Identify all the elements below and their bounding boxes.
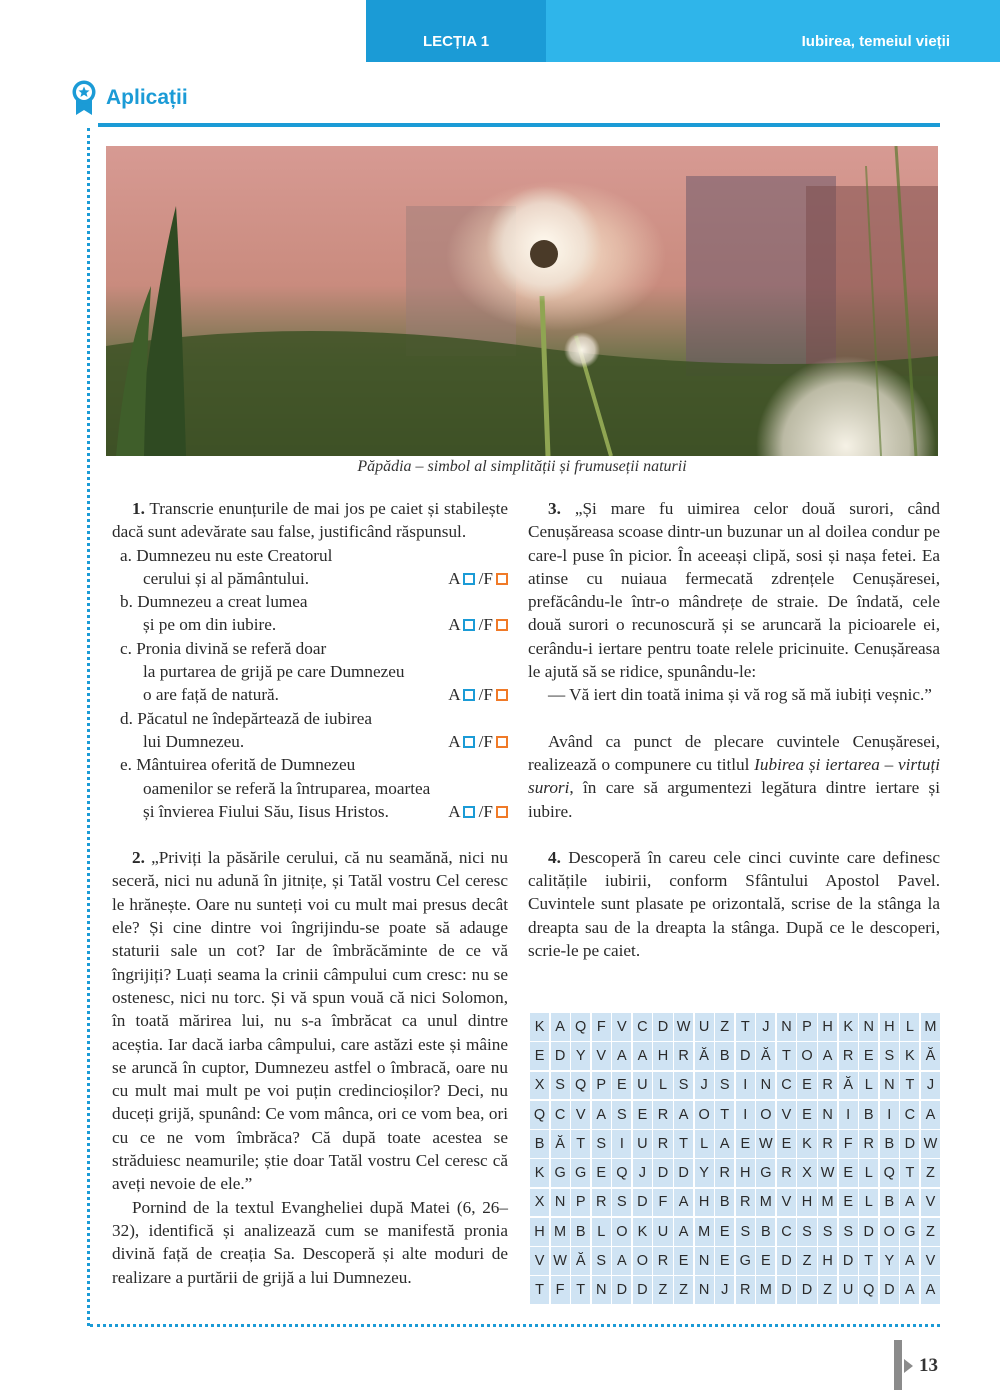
exercise-4-number: 4. [548, 847, 561, 867]
grid-cell[interactable]: W [818, 1159, 837, 1187]
section-heading [72, 80, 188, 116]
grid-cell[interactable]: P [571, 1189, 590, 1217]
grid-cell[interactable]: O [756, 1101, 775, 1129]
grid-cell[interactable]: R [777, 1159, 796, 1187]
grid-cell[interactable]: O [695, 1101, 714, 1129]
grid-cell[interactable]: D [653, 1013, 672, 1041]
grid-cell[interactable]: W [756, 1130, 775, 1158]
true-checkbox[interactable] [463, 736, 475, 748]
grid-cell[interactable]: X [530, 1072, 549, 1100]
grid-cell[interactable]: M [551, 1218, 570, 1246]
left-column [112, 497, 508, 1289]
grid-cell[interactable]: T [715, 1101, 734, 1129]
grid-cell[interactable]: Z [921, 1159, 940, 1187]
grid-cell[interactable]: W [921, 1130, 940, 1158]
grid-cell[interactable]: T [571, 1276, 590, 1304]
true-false-checkboxes[interactable]: A /F [448, 567, 508, 590]
grid-cell[interactable]: A [900, 1276, 919, 1304]
grid-cell[interactable]: T [571, 1130, 590, 1158]
grid-cell[interactable]: K [900, 1042, 919, 1070]
grid-cell[interactable]: Q [530, 1101, 549, 1129]
statement-c: c. Pronia divină se referă doar la purtarea de grijă pe care Dumnezeu o are față de natură. A /F [112, 637, 508, 707]
grid-cell[interactable]: T [859, 1247, 878, 1275]
grid-cell[interactable]: A [612, 1042, 631, 1070]
grid-cell[interactable]: H [653, 1042, 672, 1070]
grid-cell[interactable]: E [777, 1130, 796, 1158]
grid-cell[interactable]: T [777, 1042, 796, 1070]
grid-cell[interactable]: Z [674, 1276, 693, 1304]
dandelion-photo [106, 146, 938, 456]
grid-cell[interactable]: D [839, 1247, 858, 1275]
grid-cell[interactable]: V [592, 1042, 611, 1070]
grid-cell[interactable]: I [839, 1101, 858, 1129]
grid-cell[interactable]: B [571, 1218, 590, 1246]
grid-cell[interactable]: Ă [921, 1042, 940, 1070]
grid-cell[interactable]: D [633, 1276, 652, 1304]
grid-cell[interactable]: R [736, 1276, 755, 1304]
grid-cell[interactable]: Ă [695, 1042, 714, 1070]
grid-cell[interactable]: E [592, 1159, 611, 1187]
grid-cell[interactable]: I [880, 1101, 899, 1129]
grid-cell[interactable]: K [839, 1013, 858, 1041]
essay-title: Iubirea și iertarea – virtuți surori [528, 754, 940, 798]
grid-cell[interactable]: R [818, 1130, 837, 1158]
grid-cell[interactable]: M [756, 1276, 775, 1304]
grid-cell[interactable]: N [777, 1013, 796, 1041]
grid-cell[interactable]: E [736, 1130, 755, 1158]
true-false-checkboxes[interactable]: A /F [448, 800, 508, 823]
grid-cell[interactable]: C [900, 1101, 919, 1129]
grid-cell[interactable]: D [777, 1247, 796, 1275]
grid-cell[interactable]: G [571, 1159, 590, 1187]
true-checkbox[interactable] [463, 689, 475, 701]
exercise-3-dialogue: — Vă iert din toată inima și vă rog să mă iubiți veșnic.” [548, 685, 932, 705]
grid-cell[interactable]: D [612, 1276, 631, 1304]
grid-cell[interactable]: P [592, 1072, 611, 1100]
grid-cell[interactable]: Z [921, 1218, 940, 1246]
grid-cell[interactable]: D [736, 1042, 755, 1070]
grid-cell[interactable]: A [592, 1101, 611, 1129]
grid-cell[interactable]: W [551, 1247, 570, 1275]
grid-cell[interactable]: H [695, 1189, 714, 1217]
false-checkbox[interactable] [496, 619, 508, 631]
grid-cell[interactable]: B [715, 1189, 734, 1217]
grid-cell[interactable]: V [777, 1189, 796, 1217]
exercise-3-task: Având ca punct de plecare cuvintele Cenușăresei, realizează o compunere cu titlul Iubirea și iertarea – virtuți surori, în care să argumentezi legătura dintre iertare și iubire. [528, 731, 940, 821]
grid-cell[interactable]: R [859, 1130, 878, 1158]
statement-e: e. Mântuirea oferită de Dumnezeu oamenilor se referă la întruparea, moartea și învierea Fiului Său, Iisus Hristos. A /F [112, 753, 508, 823]
grid-cell[interactable]: R [674, 1042, 693, 1070]
grid-cell[interactable]: G [900, 1218, 919, 1246]
grid-cell[interactable]: N [880, 1072, 899, 1100]
grid-cell[interactable]: S [592, 1130, 611, 1158]
grid-cell[interactable]: K [530, 1159, 549, 1187]
exercise-2-number: 2. [132, 848, 145, 868]
false-checkbox[interactable] [496, 573, 508, 585]
grid-cell[interactable]: B [715, 1042, 734, 1070]
grid-cell[interactable]: Q [612, 1159, 631, 1187]
grid-cell[interactable]: S [736, 1218, 755, 1246]
grid-cell[interactable]: V [530, 1247, 549, 1275]
grid-cell[interactable]: A [900, 1247, 919, 1275]
grid-cell[interactable]: H [530, 1218, 549, 1246]
section-rule [98, 123, 940, 127]
grid-cell[interactable]: K [633, 1218, 652, 1246]
grid-cell[interactable]: R [653, 1130, 672, 1158]
grid-cell[interactable]: S [818, 1218, 837, 1246]
grid-cell[interactable]: X [530, 1189, 549, 1217]
true-false-checkboxes[interactable]: A /F [448, 613, 508, 636]
grid-cell[interactable]: S [880, 1042, 899, 1070]
grid-cell[interactable]: A [674, 1189, 693, 1217]
grid-cell[interactable]: T [900, 1159, 919, 1187]
exercise-3-quote: 3. „Și mare fu uimirea celor două surori, când Cenușăreasa scoase dintr-un buzunar un al doilea condur pe care-l puse în picior. În aceeași clipă, sosi și nașa fetei. Ea atinse cu nuiaua fermecată zdrențele Cenușăresei, prefăcându-le într-o mândrețe de straie. De îndată, cele două surori o recunoscură și se aruncară la picioarele ei, cerându-i iertare pentru toate relele pricinuite. Cenușăreasa le ajută să se ridice, spunându-le: [528, 499, 940, 682]
grid-cell[interactable]: E [633, 1101, 652, 1129]
grid-cell[interactable]: S [674, 1072, 693, 1100]
grid-cell[interactable]: J [921, 1072, 940, 1100]
grid-cell[interactable]: E [756, 1247, 775, 1275]
grid-cell[interactable]: H [880, 1013, 899, 1041]
exercise-2-task: Pornind de la textul Evangheliei după Matei (6, 26–32), identifică și analizează cum se manifestă pronia divină față de creația Sa. Descoperă și alte moduri de realizare a purtării de grijă a lui Dumnezeu. [112, 1197, 508, 1287]
grid-cell[interactable]: Ă [551, 1130, 570, 1158]
grid-cell[interactable]: S [839, 1218, 858, 1246]
grid-cell[interactable]: B [880, 1130, 899, 1158]
grid-cell[interactable]: B [880, 1189, 899, 1217]
grid-cell[interactable]: R [736, 1189, 755, 1217]
page-number: 13 [919, 1355, 938, 1376]
grid-cell[interactable]: L [592, 1218, 611, 1246]
word-search-grid[interactable] [530, 1013, 940, 1304]
grid-cell[interactable]: D [777, 1276, 796, 1304]
grid-cell[interactable]: U [633, 1130, 652, 1158]
grid-cell[interactable]: D [859, 1218, 878, 1246]
grid-cell[interactable]: S [612, 1101, 631, 1129]
true-false-checkboxes[interactable]: A /F [448, 730, 508, 753]
grid-cell[interactable]: F [653, 1189, 672, 1217]
grid-cell[interactable]: B [859, 1101, 878, 1129]
grid-cell[interactable]: S [612, 1189, 631, 1217]
statement-b: b. Dumnezeu a creat lumea și pe om din iubire. A /F [112, 590, 508, 637]
grid-cell[interactable]: H [797, 1189, 816, 1217]
grid-cell[interactable]: S [797, 1218, 816, 1246]
page-marker-bar [894, 1340, 902, 1390]
section-title: Aplicații [106, 86, 188, 109]
grid-cell[interactable]: Q [859, 1276, 878, 1304]
grid-cell[interactable]: R [653, 1101, 672, 1129]
grid-cell[interactable]: G [736, 1247, 755, 1275]
grid-cell[interactable]: S [551, 1072, 570, 1100]
grid-cell[interactable]: A [921, 1276, 940, 1304]
grid-cell[interactable]: B [756, 1218, 775, 1246]
grid-cell[interactable]: U [839, 1276, 858, 1304]
right-column [528, 497, 940, 962]
grid-cell[interactable]: A [921, 1101, 940, 1129]
grid-cell[interactable]: L [859, 1072, 878, 1100]
grid-cell[interactable]: E [715, 1247, 734, 1275]
grid-cell[interactable]: E [612, 1072, 631, 1100]
grid-cell[interactable]: N [818, 1101, 837, 1129]
grid-cell[interactable]: C [777, 1218, 796, 1246]
grid-cell[interactable]: C [551, 1101, 570, 1129]
grid-cell[interactable]: J [633, 1159, 652, 1187]
grid-cell[interactable]: F [592, 1013, 611, 1041]
grid-cell[interactable]: Y [880, 1247, 899, 1275]
grid-cell[interactable]: E [797, 1072, 816, 1100]
grid-cell[interactable]: A [900, 1189, 919, 1217]
grid-cell[interactable]: B [530, 1130, 549, 1158]
grid-cell[interactable]: D [880, 1276, 899, 1304]
false-checkbox[interactable] [496, 689, 508, 701]
grid-cell[interactable]: O [612, 1218, 631, 1246]
grid-cell[interactable]: X [797, 1159, 816, 1187]
grid-cell[interactable]: A [715, 1130, 734, 1158]
grid-cell[interactable]: I [736, 1101, 755, 1129]
grid-cell[interactable]: T [674, 1130, 693, 1158]
grid-cell[interactable]: I [612, 1130, 631, 1158]
grid-cell[interactable]: N [756, 1072, 775, 1100]
photo-caption: Păpădia – simbol al simplității și frumuseții naturii [357, 458, 687, 475]
grid-cell[interactable]: L [859, 1159, 878, 1187]
grid-cell[interactable]: F [551, 1276, 570, 1304]
grid-cell[interactable]: E [674, 1247, 693, 1275]
grid-cell[interactable]: A [551, 1013, 570, 1041]
grid-cell[interactable]: L [900, 1013, 919, 1041]
grid-cell[interactable]: O [880, 1218, 899, 1246]
grid-cell[interactable]: L [653, 1072, 672, 1100]
grid-cell[interactable]: I [736, 1072, 755, 1100]
grid-cell[interactable]: E [839, 1159, 858, 1187]
grid-cell[interactable]: D [900, 1130, 919, 1158]
grid-cell[interactable]: A [674, 1218, 693, 1246]
grid-cell[interactable]: A [674, 1101, 693, 1129]
lesson-label: LECȚIA 1 [366, 0, 546, 62]
grid-cell[interactable]: D [633, 1189, 652, 1217]
exercise-1-number: 1. [132, 499, 145, 518]
grid-cell[interactable]: O [797, 1042, 816, 1070]
grid-cell[interactable]: C [777, 1072, 796, 1100]
grid-cell[interactable]: J [695, 1072, 714, 1100]
grid-cell[interactable]: Q [571, 1072, 590, 1100]
grid-cell[interactable]: R [839, 1042, 858, 1070]
grid-cell[interactable]: N [695, 1276, 714, 1304]
grid-cell[interactable]: M [921, 1013, 940, 1041]
page-number-marker [894, 1340, 938, 1390]
grid-cell[interactable]: E [839, 1189, 858, 1217]
grid-cell[interactable]: V [571, 1101, 590, 1129]
grid-cell[interactable]: C [633, 1013, 652, 1041]
grid-cell[interactable]: P [797, 1013, 816, 1041]
grid-cell[interactable]: K [530, 1013, 549, 1041]
grid-cell[interactable]: H [818, 1247, 837, 1275]
grid-cell[interactable]: S [592, 1247, 611, 1275]
grid-cell[interactable]: W [674, 1013, 693, 1041]
grid-cell[interactable]: O [633, 1247, 652, 1275]
exercise-2-quote: 2. „Priviți la păsările cerului, că nu seamănă, nici nu seceră, nici nu adună în jitnițe, și Tatăl vostru Cel ceresc le hrănește. Oare nu sunteți voi cu mult mai presus decât ele? Și cine dintre voi îngrijindu-se poate să adauge staturii sale un cot? Iar de îmbrăcăminte de ce vă îngrijiți? Luați seama la crinii câmpului cum cresc: nu se ostenesc, nici nu torc. Și vă spun vouă că nici Solomon, în toată mărirea lui, nu s-a îmbrăcat ca unul dintre aceștia. Iar dacă iarba câmpului, care astăzi este și mâine se aruncă în cuptor, Dumnezeu astfel o îmbracă, oare nu cu mult mai mult pe voi puțin credincioșilor? Deci, nu duceți grijă, spunând: Ce vom mânca, ori ce vom bea, ori cu ce ne vom îmbrăca? Că după toate acestea se străduiesc neamurile; știe doar Tatăl vostru Cel ceresc că aveți nevoie de ele.” [112, 848, 508, 1194]
grid-cell[interactable]: U [633, 1072, 652, 1100]
grid-cell[interactable]: U [653, 1218, 672, 1246]
exercise-3-number: 3. [548, 499, 561, 518]
grid-cell[interactable]: G [551, 1159, 570, 1187]
grid-cell[interactable]: D [674, 1159, 693, 1187]
grid-cell[interactable]: Ă [571, 1247, 590, 1275]
grid-cell[interactable]: T [736, 1013, 755, 1041]
grid-cell[interactable]: R [715, 1159, 734, 1187]
grid-cell[interactable]: L [695, 1130, 714, 1158]
grid-cell[interactable]: D [653, 1159, 672, 1187]
statement-d: d. Păcatul ne îndepărtează de iubirea lui Dumnezeu. A /F [112, 707, 508, 754]
grid-cell[interactable]: Ă [839, 1072, 858, 1100]
grid-cell[interactable]: V [612, 1013, 631, 1041]
grid-cell[interactable]: M [756, 1189, 775, 1217]
grid-cell[interactable]: N [551, 1189, 570, 1217]
statement-a: a. Dumnezeu nu este Creatorul cerului și al pământului. A /F [112, 544, 508, 591]
grid-cell[interactable]: M [695, 1218, 714, 1246]
false-checkbox[interactable] [496, 736, 508, 748]
grid-cell[interactable]: F [839, 1130, 858, 1158]
badge-star-icon [72, 80, 96, 116]
dotted-border-bottom [90, 1324, 940, 1327]
grid-cell[interactable]: J [756, 1013, 775, 1041]
grid-cell[interactable]: T [530, 1276, 549, 1304]
lesson-title: Iubirea, temeiul vieții [546, 0, 1000, 62]
grid-cell[interactable]: N [859, 1013, 878, 1041]
grid-cell[interactable]: S [715, 1072, 734, 1100]
grid-cell[interactable]: K [797, 1130, 816, 1158]
grid-cell[interactable]: Z [715, 1013, 734, 1041]
grid-cell[interactable]: Q [571, 1013, 590, 1041]
grid-cell[interactable]: V [777, 1101, 796, 1129]
grid-cell[interactable]: E [715, 1218, 734, 1246]
grid-cell[interactable]: R [818, 1072, 837, 1100]
true-checkbox[interactable] [463, 806, 475, 818]
grid-cell[interactable]: N [695, 1247, 714, 1275]
grid-cell[interactable]: D [551, 1042, 570, 1070]
grid-cell[interactable]: E [530, 1042, 549, 1070]
grid-cell[interactable]: U [695, 1013, 714, 1041]
grid-cell[interactable]: G [756, 1159, 775, 1187]
grid-cell[interactable]: H [736, 1159, 755, 1187]
exercise-4-intro: 4. Descoperă în careu cele cinci cuvinte care definesc calitățile iubirii, conform Sfântului Apostol Pavel. Cuvintele sunt plasate pe orizontală, scrise de la stânga la dreapta sau de la dreapta la stânga. După ce le descoperi, scrie-le pe caiet. [528, 847, 940, 961]
grid-cell[interactable]: N [592, 1276, 611, 1304]
grid-cell[interactable]: A [612, 1247, 631, 1275]
grid-cell[interactable]: Y [571, 1042, 590, 1070]
grid-cell[interactable]: Z [797, 1247, 816, 1275]
false-checkbox[interactable] [496, 806, 508, 818]
grid-cell[interactable]: M [818, 1189, 837, 1217]
true-checkbox[interactable] [463, 619, 475, 631]
grid-cell[interactable]: L [859, 1189, 878, 1217]
grid-cell[interactable]: E [859, 1042, 878, 1070]
grid-cell[interactable]: Z [818, 1276, 837, 1304]
grid-cell[interactable]: Q [880, 1159, 899, 1187]
grid-cell[interactable]: V [921, 1247, 940, 1275]
page-marker-arrow-icon [904, 1359, 913, 1373]
grid-cell[interactable]: Ă [756, 1042, 775, 1070]
exercise-1-intro: 1. Transcrie enunțurile de mai jos pe caiet și stabilește dacă sunt adevărate sau false, justificând răspunsul. [112, 499, 508, 542]
grid-cell[interactable]: A [818, 1042, 837, 1070]
dotted-border-left [87, 128, 90, 1326]
grid-cell[interactable]: R [592, 1189, 611, 1217]
true-false-checkboxes[interactable]: A /F [448, 683, 508, 706]
grid-cell[interactable]: D [797, 1276, 816, 1304]
grid-cell[interactable]: Y [695, 1159, 714, 1187]
grid-cell[interactable]: A [633, 1042, 652, 1070]
grid-cell[interactable]: T [900, 1072, 919, 1100]
grid-cell[interactable]: E [797, 1101, 816, 1129]
true-checkbox[interactable] [463, 573, 475, 585]
grid-cell[interactable]: J [715, 1276, 734, 1304]
grid-cell[interactable]: V [921, 1189, 940, 1217]
page-header [366, 0, 1000, 62]
grid-cell[interactable]: Z [653, 1276, 672, 1304]
grid-cell[interactable]: H [818, 1013, 837, 1041]
grid-cell[interactable]: R [653, 1247, 672, 1275]
